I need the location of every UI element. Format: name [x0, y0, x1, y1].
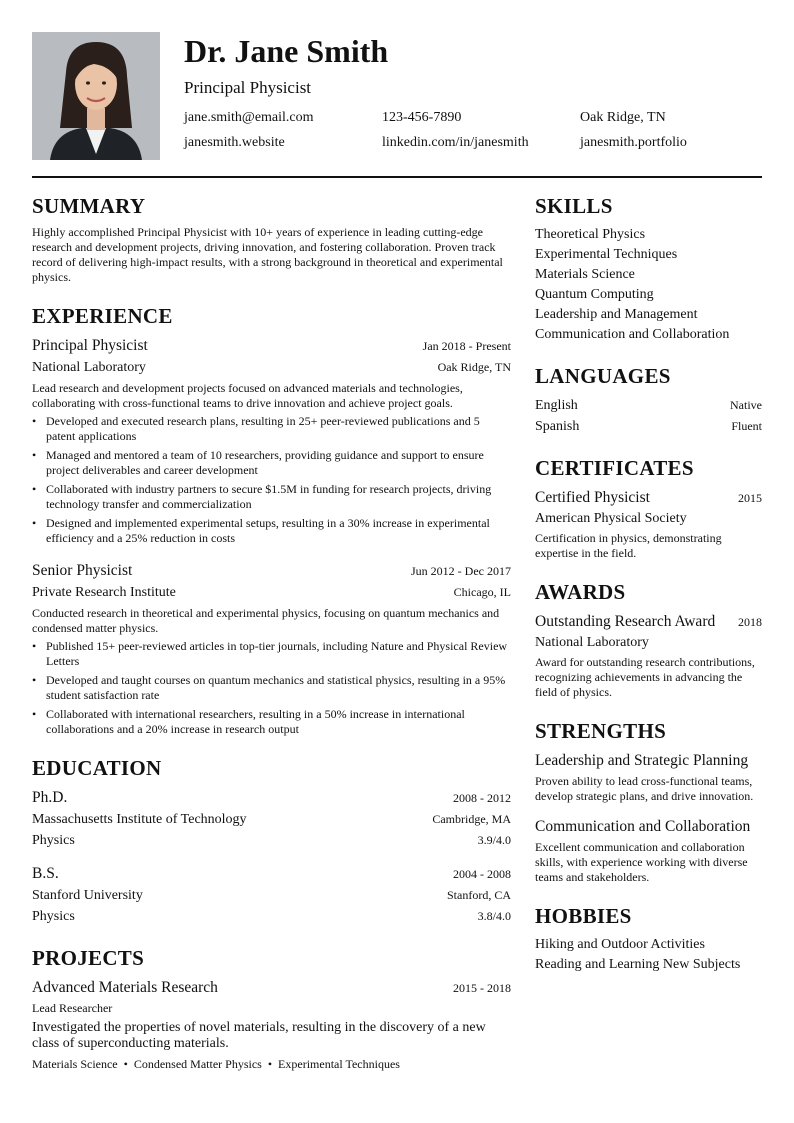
- skill-item: Theoretical Physics: [535, 227, 646, 242]
- edu-gpa: 3.9/4.0: [477, 833, 511, 847]
- bullet-item: • Designed and implemented experimental setups, resulting in a 30% increase in experimental efficiency and a 25% reduction in costs: [32, 516, 511, 546]
- job-location: Chicago, IL: [453, 585, 511, 599]
- strength-description: Proven ability to lead cross-functional teams, develop strategic plans, and drive innovation.: [535, 774, 754, 803]
- language-level: Native: [730, 398, 762, 412]
- bullet-item: • Collaborated with industry partners to secure $1.5M in funding for research projects, driving technology transfer and commercialization: [32, 482, 511, 512]
- hobby-item: Reading and Learning New Subjects: [535, 957, 741, 972]
- section-heading: HOBBIES: [535, 904, 632, 928]
- section-heading: LANGUAGES: [535, 364, 671, 388]
- section-heading: STRENGTHS: [535, 719, 667, 743]
- certificate-year: 2015: [738, 491, 762, 505]
- strength-item: [535, 816, 762, 885]
- certificate-org: American Physical Society: [535, 511, 687, 526]
- project-tag: Condensed Matter Physics: [133, 1057, 262, 1071]
- language-item: [535, 395, 762, 416]
- strength-item: [535, 750, 762, 804]
- profile-photo: [32, 32, 160, 160]
- strength-description: Excellent communication and collaboration skills, with experience working with diverse teams and stakeholders.: [535, 840, 748, 884]
- edu-degree: B.S.: [32, 865, 59, 882]
- skill-item: Communication and Collaboration: [535, 327, 730, 342]
- project-dates: 2015 - 2018: [453, 981, 511, 995]
- left-column: [32, 193, 511, 1090]
- edu-school: Massachusetts Institute of Technology: [32, 812, 247, 827]
- job-org: Private Research Institute: [32, 585, 176, 600]
- tag-separator: •: [123, 1057, 128, 1071]
- contact-location: Oak Ridge, TN: [580, 110, 666, 125]
- skill-item: Materials Science: [535, 267, 635, 282]
- edu-location: Stanford, CA: [447, 888, 511, 902]
- contact-email[interactable]: jane.smith@email.com: [184, 110, 314, 125]
- contact-portfolio[interactable]: janesmith.portfolio: [580, 135, 687, 150]
- award-org: National Laboratory: [535, 635, 649, 650]
- award-description: Award for outstanding research contributions, recognizing achievements in advancing the field of physics.: [535, 655, 755, 699]
- job-location: Oak Ridge, TN: [437, 360, 511, 374]
- project-description: Investigated the properties of novel materials, resulting in the discovery of a new class of superconducting materials.: [32, 1020, 486, 1051]
- education-item: [32, 863, 511, 927]
- edu-dates: 2004 - 2008: [453, 867, 511, 881]
- education-section: [32, 755, 511, 927]
- section-heading: EDUCATION: [32, 756, 162, 780]
- edu-degree: Ph.D.: [32, 789, 68, 806]
- tag-separator: •: [267, 1057, 273, 1071]
- candidate-name: Dr. Jane Smith: [184, 33, 389, 69]
- resume-header: [32, 32, 762, 162]
- strengths-section: [535, 718, 762, 885]
- bullet-item: • Published 15+ peer-reviewed articles in top-tier journals, including Nature and Physical Review Letters: [32, 639, 511, 669]
- project-item: [32, 977, 511, 1072]
- strength-title: Leadership and Strategic Planning: [535, 752, 749, 769]
- bullet-item: • Managed and mentored a team of 10 researchers, providing guidance and support to ensure project deliverables and career development: [32, 448, 511, 478]
- strength-title: Communication and Collaboration: [535, 818, 751, 835]
- hobby-item: Hiking and Outdoor Activities: [535, 937, 705, 952]
- contact-website[interactable]: janesmith.website: [184, 135, 285, 150]
- hobbies-section: [535, 903, 762, 975]
- summary-section: [32, 193, 511, 285]
- language-item: [535, 416, 762, 437]
- edu-gpa: 3.8/4.0: [477, 909, 511, 923]
- experience-item: [32, 335, 511, 546]
- skill-item: Quantum Computing: [535, 287, 654, 302]
- bullet-item: • Collaborated with international researchers, resulting in a 50% increase in international collaborations and a 20% increase in research output: [32, 707, 511, 737]
- summary-text: Highly accomplished Principal Physicist with 10+ years of experience in leading cutting-edge research and development projects, driving innovation, and fostering collaboration. Proven track record of delivering high-impact results, with a strong background in theoretical and experimental physics.: [32, 225, 503, 284]
- candidate-title: Principal Physicist: [184, 78, 312, 97]
- bullet-item: • Developed and taught courses on quantum mechanics and statistical physics, resulting in a 95% student satisfaction rate: [32, 673, 511, 703]
- edu-school: Stanford University: [32, 888, 143, 903]
- experience-section: [32, 303, 511, 737]
- job-org: National Laboratory: [32, 360, 146, 375]
- project-tag: Materials Science: [32, 1057, 118, 1071]
- education-item: [32, 787, 511, 851]
- edu-field: Physics: [32, 833, 75, 848]
- job-description: Lead research and development projects focused on advanced materials and technologies, collaborating with cross-functional teams to drive innovation and achieve project goals.: [32, 381, 463, 410]
- awards-section: [535, 579, 762, 700]
- job-description: Conducted research in theoretical and experimental physics, focusing on quantum mechanics and condensed matter physics.: [32, 606, 500, 635]
- award-title: Outstanding Research Award: [535, 613, 716, 630]
- skill-item: Experimental Techniques: [535, 247, 678, 262]
- project-tag: Experimental Techniques: [278, 1057, 400, 1071]
- job-dates: Jun 2012 - Dec 2017: [411, 564, 511, 578]
- certificate-title: Certified Physicist: [535, 489, 650, 506]
- projects-section: [32, 945, 511, 1072]
- job-bullets: [32, 414, 511, 546]
- header-divider: [32, 176, 762, 178]
- project-title: Advanced Materials Research: [32, 979, 218, 996]
- language-name: Spanish: [535, 419, 580, 434]
- skill-item: Leadership and Management: [535, 307, 698, 322]
- section-heading: SUMMARY: [32, 194, 146, 218]
- job-dates: Jan 2018 - Present: [422, 339, 511, 353]
- section-heading: EXPERIENCE: [32, 304, 173, 328]
- skills-section: [535, 193, 762, 345]
- language-name: English: [535, 398, 578, 413]
- job-role: Senior Physicist: [32, 562, 133, 579]
- contact-phone[interactable]: 123-456-7890: [382, 110, 462, 125]
- project-tags: [32, 1056, 511, 1072]
- experience-item: [32, 560, 511, 737]
- job-bullets: [32, 639, 511, 737]
- edu-location: Cambridge, MA: [432, 812, 511, 826]
- edu-field: Physics: [32, 909, 75, 924]
- section-heading: SKILLS: [535, 194, 613, 218]
- project-role: Lead Researcher: [32, 1001, 113, 1015]
- section-heading: AWARDS: [535, 580, 626, 604]
- certificate-description: Certification in physics, demonstrating expertise in the field.: [535, 531, 722, 560]
- bullet-item: • Developed and executed research plans, resulting in 25+ peer-reviewed publications and 5 patent applications: [32, 414, 511, 444]
- contact-linkedin[interactable]: linkedin.com/in/janesmith: [382, 135, 529, 150]
- job-role: Principal Physicist: [32, 337, 148, 354]
- portrait-illustration: [32, 32, 160, 160]
- section-heading: CERTIFICATES: [535, 456, 694, 480]
- section-heading: PROJECTS: [32, 946, 145, 970]
- languages-section: [535, 363, 762, 437]
- certificates-section: [535, 455, 762, 561]
- edu-dates: 2008 - 2012: [453, 791, 511, 805]
- language-level: Fluent: [731, 419, 762, 433]
- award-year: 2018: [738, 615, 762, 629]
- right-column: [535, 193, 762, 993]
